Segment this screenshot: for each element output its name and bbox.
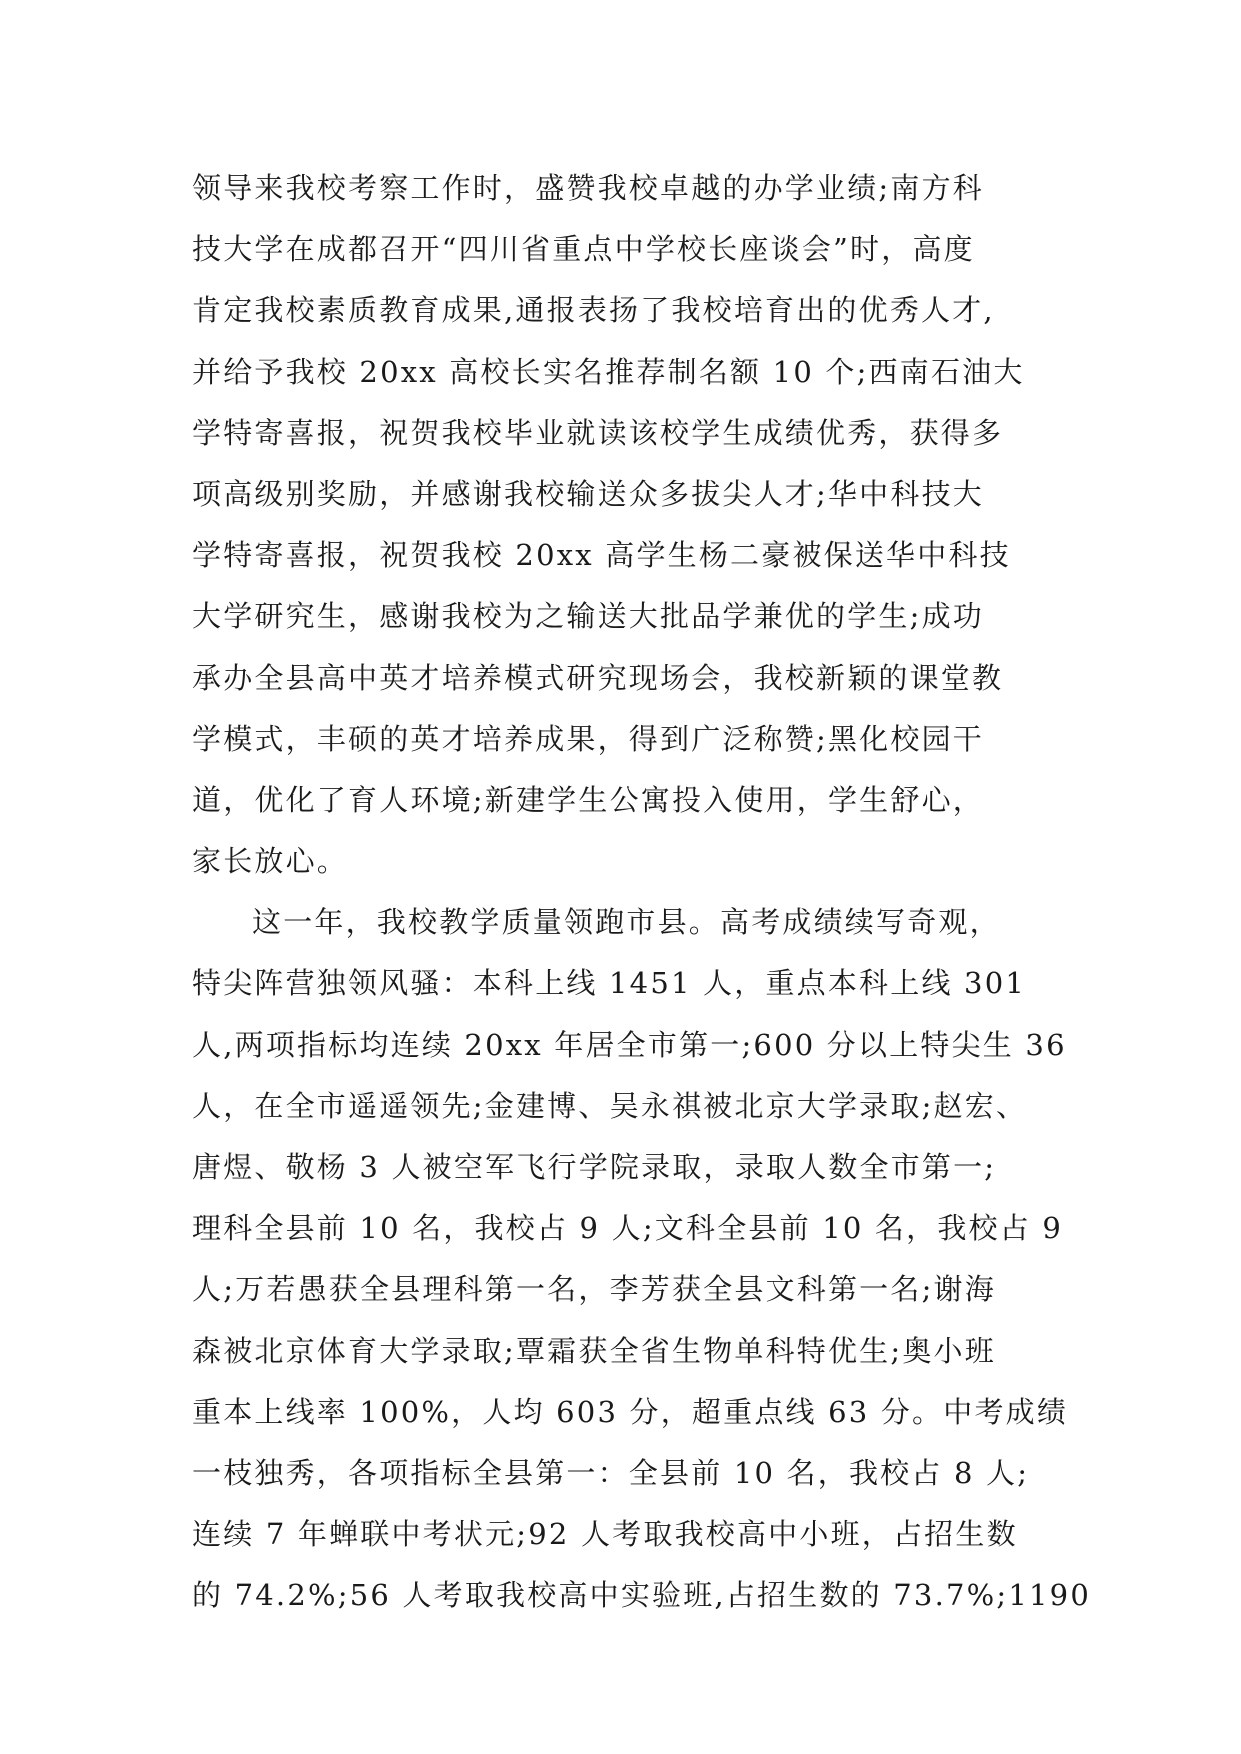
text-line: 学模式，丰硕的英才培养成果，得到广泛称赞;黑化校园干 (192, 721, 984, 756)
text-line: 人，在全市遥遥领先;金建博、吴永祺被北京大学录取;赵宏、 (192, 1088, 1028, 1123)
text-line: 大学研究生，感谢我校为之输送大批品学兼优的学生;成功 (192, 599, 984, 634)
text-line: 人;万若愚获全县理科第一名，李芳获全县文科第一名;谢海 (192, 1272, 996, 1307)
document-body (192, 158, 1091, 1627)
text-line: 技大学在成都召开“四川省重点中学校长座谈会”时，高度 (192, 232, 975, 267)
text-line: 承办全县高中英才培养模式研究现场会，我校新颖的课堂教 (192, 660, 1004, 695)
text-line: 肯定我校素质教育成果,通报表扬了我校培育出的优秀人才, (192, 293, 995, 328)
text-line: 道，优化了育人环境;新建学生公寓投入使用，学生舒心， (192, 782, 984, 817)
text-line: 连续 7 年蝉联中考状元;92 人考取我校高中小班，占招生数 (192, 1517, 1018, 1552)
text-line: 项高级别奖励，并感谢我校输送众多拔尖人才;华中科技大 (192, 476, 984, 511)
text-line: 人,两项指标均连续 20xx 年居全市第一;600 分以上特尖生 36 (192, 1027, 1067, 1062)
text-line: 并给予我校 20xx 高校长实名推荐制名额 10 个;西南石油大 (192, 354, 1025, 389)
text-line: 重本上线率 100%，人均 603 分，超重点线 63 分。中考成绩 (192, 1394, 1069, 1429)
text-line: 领导来我校考察工作时，盛赞我校卓越的办学业绩;南方科 (192, 171, 984, 205)
text-line: 森被北京体育大学录取;覃霜获全省生物单科特优生;奥小班 (192, 1333, 996, 1368)
text-line: 唐煜、敬杨 3 人被空军飞行学院录取，录取人数全市第一; (192, 1150, 997, 1184)
text-line: 学特寄喜报，祝贺我校毕业就读该校学生成绩优秀，获得多 (192, 415, 1004, 450)
text-line: 家长放心。 (192, 844, 349, 879)
text-line: 学特寄喜报，祝贺我校 20xx 高学生杨二豪被保送华中科技 (192, 538, 1011, 573)
paragraph-first-line: 这一年，我校教学质量领跑市县。高考成绩续写奇观， (252, 905, 1001, 940)
text-line: 理科全县前 10 名，我校占 9 人;文科全县前 10 名，我校占 9 (192, 1211, 1064, 1246)
text-line: 的 74.2%;56 人考取我校高中实验班,占招生数的 73.7%;1190 (192, 1578, 1091, 1613)
text-line: 一枝独秀，各项指标全县第一：全县前 10 名，我校占 8 人; (192, 1455, 1030, 1490)
text-line: 特尖阵营独领风骚：本科上线 1451 人，重点本科上线 301 (192, 966, 1027, 1001)
